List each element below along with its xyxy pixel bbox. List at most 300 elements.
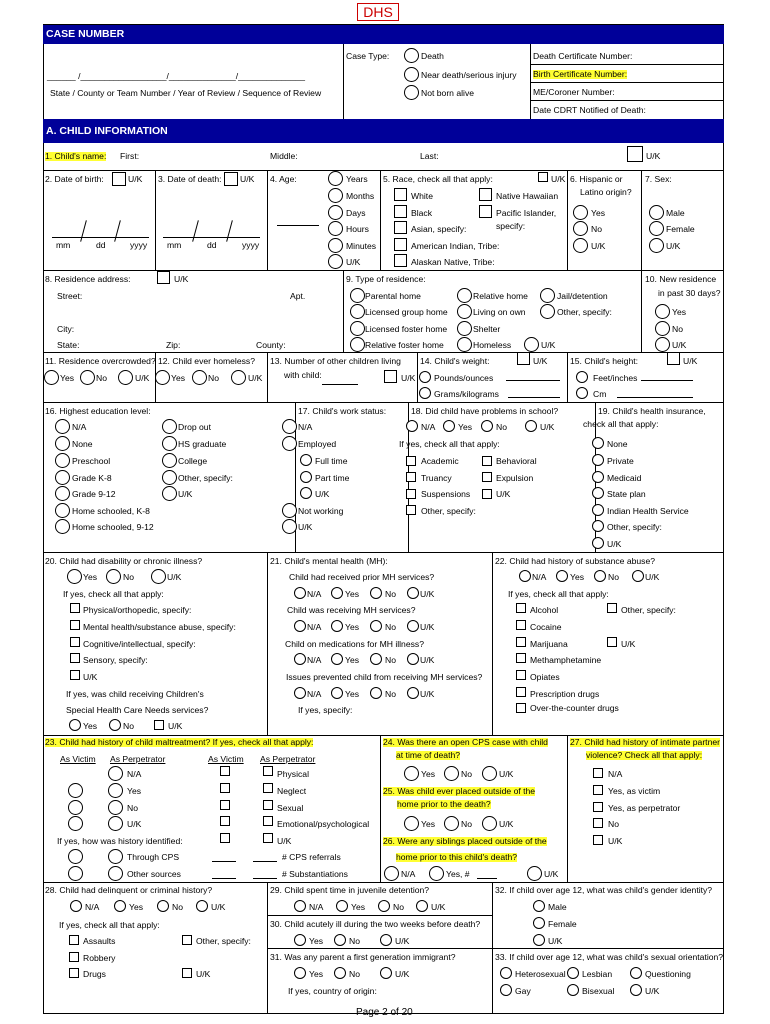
age-months-radio[interactable] [328, 188, 343, 203]
crim-yes-radio[interactable] [114, 900, 126, 912]
placed-no-radio[interactable] [444, 816, 459, 831]
name-uk-checkbox[interactable] [627, 146, 643, 162]
sub-yes-label: Yes [570, 572, 585, 582]
crim-no-radio[interactable] [157, 900, 169, 912]
sub-meth-checkbox[interactable] [516, 653, 526, 663]
gender-male-radio[interactable] [533, 900, 545, 912]
disability-yes-label: Yes [83, 572, 98, 582]
edu-dropout-label: Drop out [178, 422, 211, 432]
crim-other-checkbox[interactable] [182, 935, 192, 945]
height-feet-radio[interactable] [576, 371, 588, 383]
type-sexual-victim-checkbox[interactable] [220, 800, 230, 810]
ins-other-radio[interactable] [592, 520, 604, 532]
orient-hetero-label: Heterosexual [515, 969, 566, 979]
imm-uk-radio[interactable] [380, 967, 392, 979]
children-uk-label: U/K [401, 373, 416, 383]
new-res-no-radio[interactable] [655, 321, 670, 336]
ipv-victim-label: Yes, as victim [608, 786, 661, 796]
ins-medicaid-radio[interactable] [592, 471, 604, 483]
mh-meds-uk-radio[interactable] [407, 653, 419, 665]
new-res-yes-radio[interactable] [655, 304, 670, 319]
mh-issues-yes-radio[interactable] [331, 687, 343, 699]
edu-none-radio[interactable] [55, 436, 70, 451]
age-uk-label: U/K [346, 257, 361, 267]
q28-label: 28. Child had delinquent or criminal history? [45, 885, 213, 895]
cdrt-date-label: Date CDRT Notified of Death: [533, 105, 646, 115]
ipv-perp-checkbox[interactable] [593, 802, 603, 812]
mal-yes-victim-radio[interactable] [68, 783, 83, 798]
work-parttime-label: Part time [315, 473, 350, 483]
mh-recv-na-radio[interactable] [294, 620, 306, 632]
school-na-radio[interactable] [406, 420, 418, 432]
crim-uk-label: U/K [211, 902, 226, 912]
race-pacific-label: Pacific Islander, [496, 208, 557, 218]
res-parental-radio[interactable] [350, 288, 365, 303]
q27-label-b: violence? Check all that apply: [586, 750, 703, 760]
crim-uk-checkbox[interactable] [182, 968, 192, 978]
disability-uk-label: U/K [167, 572, 182, 582]
school-na-label: N/A [421, 422, 436, 432]
dis-mental-checkbox[interactable] [70, 620, 80, 630]
ill-no-radio[interactable] [334, 934, 346, 946]
age-uk-radio[interactable] [328, 254, 343, 269]
other-sources-label: Other sources [127, 869, 181, 879]
juv-uk-radio[interactable] [416, 900, 428, 912]
me-coroner-label: ME/Coroner Number: [533, 87, 615, 97]
crim-yes-label: Yes [129, 902, 144, 912]
mh-meds-na-radio[interactable] [294, 653, 306, 665]
case-type-label: Case Type: [346, 51, 390, 61]
race-hawaiian-checkbox[interactable] [479, 188, 492, 201]
q6-label: 6. Hispanic or [570, 174, 623, 184]
mal-na-perp-radio[interactable] [108, 766, 123, 781]
res-homeless-radio[interactable] [457, 337, 472, 352]
street-label: Street: [57, 291, 83, 301]
sex-female-radio[interactable] [649, 221, 664, 236]
dod-uk-label: U/K [240, 174, 255, 184]
disability-uk-radio[interactable] [151, 569, 166, 584]
mh-meds-no-radio[interactable] [370, 653, 382, 665]
race-pacific-checkbox[interactable] [479, 205, 492, 218]
school-yes-radio[interactable] [443, 420, 455, 432]
gender-uk-radio[interactable] [533, 934, 545, 946]
mh-prior-uk: U/K [420, 589, 435, 599]
weight-pounds-radio[interactable] [419, 371, 431, 383]
hispanic-uk-label: U/K [591, 241, 606, 251]
ipv-na-checkbox[interactable] [593, 768, 603, 778]
dis-cognitive-checkbox[interactable] [70, 637, 80, 647]
orient-questioning-label: Questioning [645, 969, 691, 979]
race-am-indian-checkbox[interactable] [394, 238, 407, 251]
mal-no-victim-radio[interactable] [68, 800, 83, 815]
case-type-near-death-label: Near death/serious injury [421, 70, 517, 80]
edu-other-radio[interactable] [162, 470, 177, 485]
children-uk-checkbox[interactable] [384, 370, 397, 383]
mal-na-label: N/A [127, 769, 142, 779]
hispanic-no-radio[interactable] [573, 221, 588, 236]
mh-issues-no-radio[interactable] [370, 687, 382, 699]
sex-uk-label: U/K [666, 241, 681, 251]
mh-issues-na: N/A [307, 689, 322, 699]
sub-opiates-checkbox[interactable] [516, 670, 526, 680]
special-label-b: Special Health Care Needs services? [66, 705, 209, 715]
sub-uk-radio[interactable] [632, 570, 644, 582]
cps-open-no-radio[interactable] [444, 766, 459, 781]
dob-yyyy: yyyy [130, 240, 148, 250]
sib-uk-radio[interactable] [527, 866, 542, 881]
mh-recv-no-radio[interactable] [370, 620, 382, 632]
sub-rx-checkbox[interactable] [516, 687, 526, 697]
mh-recv-uk-radio[interactable] [407, 620, 419, 632]
sib-yes-radio[interactable] [429, 866, 444, 881]
ins-private-radio[interactable] [592, 454, 604, 466]
cps-victim-radio[interactable] [68, 849, 83, 864]
school-no-radio[interactable] [481, 420, 493, 432]
res-lic-foster-radio[interactable] [350, 321, 365, 336]
juv-yes-radio[interactable] [336, 900, 348, 912]
overcrowded-uk-label: U/K [135, 373, 150, 383]
as-victim-1: As Victim [60, 754, 96, 764]
mh-recv-uk: U/K [420, 622, 435, 632]
height-uk-checkbox[interactable] [667, 352, 680, 365]
placed-yes-label: Yes [421, 819, 436, 829]
ins-medicaid-label: Medicaid [607, 473, 642, 483]
type-emotional-victim-checkbox[interactable] [220, 816, 230, 826]
ill-yes-radio[interactable] [294, 934, 306, 946]
orient-bisexual-label: Bisexual [582, 986, 615, 996]
overcrowded-uk-radio[interactable] [118, 370, 133, 385]
disability-no-radio[interactable] [106, 569, 121, 584]
edu-hs-k8-radio[interactable] [55, 503, 70, 518]
res-homeless-label: Homeless [473, 340, 512, 350]
edu-preschool-radio[interactable] [55, 453, 70, 468]
dis-sensory-checkbox[interactable] [70, 653, 80, 663]
type-sexual-perp-checkbox[interactable] [263, 800, 273, 810]
q25-label: 25. Was child ever placed outside of the [383, 786, 536, 796]
edu-college-label: College [178, 456, 208, 466]
res-relative-radio[interactable] [457, 288, 472, 303]
placed-uk-radio[interactable] [482, 816, 497, 831]
school-truancy-checkbox[interactable] [406, 472, 416, 482]
dod-dd: dd [207, 240, 217, 250]
gender-female-label: Female [548, 919, 577, 929]
hispanic-no-label: No [591, 224, 602, 234]
mal-no-perp-radio[interactable] [108, 800, 123, 815]
sex-uk-radio[interactable] [649, 238, 664, 253]
q26-label: 26. Were any siblings placed outside of the [383, 836, 547, 846]
hispanic-yes-label: Yes [591, 208, 606, 218]
res-other-radio[interactable] [540, 304, 555, 319]
school-suspensions-checkbox[interactable] [406, 489, 416, 499]
type-neglect-perp-checkbox[interactable] [263, 783, 273, 793]
school-behavioral-checkbox[interactable] [482, 456, 492, 466]
school-other-checkbox[interactable] [406, 505, 416, 515]
sub-marijuana-checkbox[interactable] [516, 637, 526, 647]
edu-dropout-radio[interactable] [162, 419, 177, 434]
q11-label: 11. Residence overcrowded? [45, 356, 156, 366]
juv-no-radio[interactable] [378, 900, 390, 912]
race-asian-label: Asian, specify: [411, 224, 467, 234]
school-behavioral-label: Behavioral [496, 456, 537, 466]
address-uk-checkbox[interactable] [157, 271, 170, 284]
race-alaskan-checkbox[interactable] [394, 254, 407, 267]
race-asian-checkbox[interactable] [394, 221, 407, 234]
dod-mm: mm [167, 240, 182, 250]
hispanic-yes-radio[interactable] [573, 205, 588, 220]
work-fulltime-radio[interactable] [300, 454, 312, 466]
school-truancy-label: Truancy [421, 473, 452, 483]
mh-meds-uk: U/K [420, 655, 435, 665]
ins-state-plan-radio[interactable] [592, 487, 604, 499]
work-na-label: N/A [298, 422, 313, 432]
q13-label-b: with child: [284, 370, 322, 380]
type-sexual-label: Sexual [277, 803, 304, 813]
sub-other-checkbox[interactable] [607, 603, 617, 613]
mh-prior-na-radio[interactable] [294, 587, 306, 599]
imm-yes-radio[interactable] [294, 967, 306, 979]
edu-gk8-label: Grade K-8 [72, 473, 112, 483]
q3-label: 3. Date of death: [158, 174, 222, 184]
res-uk-radio[interactable] [524, 337, 539, 352]
dis-physical-label: Physical/orthopedic, specify: [83, 605, 192, 615]
substantiations-label: # Substantiations [282, 869, 348, 879]
res-lic-group-label: Licensed group home [365, 307, 448, 317]
ins-other-label: Other, specify: [607, 522, 662, 532]
case-type-death-radio[interactable] [404, 48, 419, 63]
edu-hs-grad-radio[interactable] [162, 436, 177, 451]
crim-drugs-checkbox[interactable] [69, 968, 79, 978]
type-uk-perp-checkbox[interactable] [263, 833, 273, 843]
q5-label: 5. Race, check all that apply: [383, 174, 493, 184]
cps-open-uk-radio[interactable] [482, 766, 497, 781]
mh-issues-uk-radio[interactable] [407, 687, 419, 699]
ipv-uk-checkbox[interactable] [593, 835, 603, 845]
q24-label-b: at time of death? [396, 750, 461, 760]
res-lic-group-radio[interactable] [350, 304, 365, 319]
type-uk-victim-checkbox[interactable] [220, 833, 230, 843]
ipv-no-checkbox[interactable] [593, 818, 603, 828]
work-not-working-radio[interactable] [282, 503, 297, 518]
juv-na-radio[interactable] [294, 900, 306, 912]
state-label: State: [57, 340, 80, 350]
sub-alcohol-checkbox[interactable] [516, 603, 526, 613]
overcrowded-yes-radio[interactable] [44, 370, 59, 385]
mal-uk-victim-radio[interactable] [68, 816, 83, 831]
new-res-yes-label: Yes [672, 307, 687, 317]
orient-gay-label: Gay [515, 986, 531, 996]
case-type-not-born-radio[interactable] [404, 85, 419, 100]
school-uk-checkbox[interactable] [482, 489, 492, 499]
edu-gk8-radio[interactable] [55, 470, 70, 485]
sub-otc-label: Over-the-counter drugs [530, 703, 619, 713]
edu-g912-radio[interactable] [55, 486, 70, 501]
q27-label: 27. Child had history of intimate partner [570, 737, 720, 747]
work-na-radio[interactable] [282, 419, 297, 434]
through-cps-label: Through CPS [127, 852, 180, 862]
mh-recv-yes-radio[interactable] [331, 620, 343, 632]
mal-uk-label: U/K [127, 819, 142, 829]
sub-yes-radio[interactable] [556, 570, 568, 582]
age-years-radio[interactable] [328, 171, 343, 186]
orient-questioning-radio[interactable] [630, 967, 642, 979]
mh-prior-no-radio[interactable] [370, 587, 382, 599]
mh-meds-yes-radio[interactable] [331, 653, 343, 665]
weight-uk-checkbox[interactable] [517, 352, 530, 365]
mh-prior-na: N/A [307, 589, 322, 599]
weight-grams-radio[interactable] [419, 387, 431, 399]
crim-uk-radio[interactable] [196, 900, 208, 912]
mal-yes-perp-radio[interactable] [108, 783, 123, 798]
sub-na-radio[interactable] [519, 570, 531, 582]
imm-uk-label: U/K [395, 969, 410, 979]
mal-uk-perp-radio[interactable] [108, 816, 123, 831]
other-src-victim-radio[interactable] [68, 866, 83, 881]
crim-robbery-checkbox[interactable] [69, 952, 79, 962]
orient-hetero-radio[interactable] [500, 967, 512, 979]
school-uk-radio[interactable] [525, 420, 537, 432]
school-other-label: Other, specify: [421, 506, 476, 516]
case-type-near-death-radio[interactable] [404, 67, 419, 82]
zip-label: Zip: [166, 340, 181, 350]
sib-na-radio[interactable] [384, 866, 399, 881]
mh-issues-na-radio[interactable] [294, 687, 306, 699]
age-hours-radio[interactable] [328, 221, 343, 236]
address-uk-label: U/K [174, 274, 189, 284]
orient-lesbian-radio[interactable] [567, 967, 579, 979]
age-minutes-radio[interactable] [328, 238, 343, 253]
case-type-death-label: Death [421, 51, 444, 61]
ipv-victim-checkbox[interactable] [593, 785, 603, 795]
crim-uk-check-label: U/K [196, 969, 211, 979]
sub-cocaine-label: Cocaine [530, 622, 562, 632]
school-academic-checkbox[interactable] [406, 456, 416, 466]
dis-sensory-label: Sensory, specify: [83, 655, 148, 665]
overcrowded-yes-label: Yes [60, 373, 75, 383]
homeless-uk-radio[interactable] [231, 370, 246, 385]
work-uk2-radio[interactable] [282, 519, 297, 534]
gender-female-radio[interactable] [533, 917, 545, 929]
dis-uk-checkbox[interactable] [70, 670, 80, 680]
q15-label: 15. Child's height: [570, 356, 639, 366]
sex-male-radio[interactable] [649, 205, 664, 220]
cps-perp-radio[interactable] [108, 849, 123, 864]
mh-prior-uk-radio[interactable] [407, 587, 419, 599]
homeless-no-radio[interactable] [192, 370, 207, 385]
hispanic-uk-radio[interactable] [573, 238, 588, 253]
type-emotional-perp-checkbox[interactable] [263, 816, 273, 826]
ill-uk-radio[interactable] [380, 934, 392, 946]
disability-yes-radio[interactable] [67, 569, 82, 584]
ins-none-radio[interactable] [592, 437, 604, 449]
res-relative-label: Relative home [473, 291, 528, 301]
weight-uk-label: U/K [533, 356, 548, 366]
case-number-caption: State / County or Team Number / Year of Review / Sequence of Review [50, 88, 322, 98]
orient-bisexual-radio[interactable] [567, 984, 579, 996]
overcrowded-no-radio[interactable] [80, 370, 95, 385]
work-parttime-radio[interactable] [300, 471, 312, 483]
height-cm-radio[interactable] [576, 387, 588, 399]
sub-no-radio[interactable] [594, 570, 606, 582]
crim-na-radio[interactable] [70, 900, 82, 912]
other-src-perp-radio[interactable] [108, 866, 123, 881]
edu-na-radio[interactable] [55, 419, 70, 434]
res-lic-foster-label: Licensed foster home [365, 324, 448, 334]
special-yes-radio[interactable] [69, 719, 81, 731]
res-jail-radio[interactable] [540, 288, 555, 303]
res-rel-foster-radio[interactable] [350, 337, 365, 352]
ins-uk-radio[interactable] [592, 537, 604, 549]
work-not-working-label: Not working [298, 506, 344, 516]
age-days-radio[interactable] [328, 205, 343, 220]
age-hours-label: Hours [346, 224, 369, 234]
apt-label: Apt. [290, 291, 306, 301]
res-other-label: Other, specify: [557, 307, 612, 317]
cps-open-yes-radio[interactable] [404, 766, 419, 781]
sub-no-label: No [608, 572, 619, 582]
homeless-yes-radio[interactable] [155, 370, 170, 385]
race-white-checkbox[interactable] [394, 188, 407, 201]
orient-uk-radio[interactable] [630, 984, 642, 996]
work-uk-radio[interactable] [300, 487, 312, 499]
placed-yes-radio[interactable] [404, 816, 419, 831]
sub-cocaine-checkbox[interactable] [516, 620, 526, 630]
res-living-own-radio[interactable] [457, 304, 472, 319]
special-no-radio[interactable] [109, 719, 121, 731]
edu-college-radio[interactable] [162, 453, 177, 468]
sub-otc-checkbox[interactable] [516, 703, 526, 713]
dis-physical-checkbox[interactable] [70, 603, 80, 613]
type-physical-victim-checkbox[interactable] [220, 766, 230, 776]
q14-label: 14. Child's weight: [420, 356, 490, 366]
sub-uk-checkbox[interactable] [607, 637, 617, 647]
juv-na-label: N/A [309, 902, 324, 912]
crim-assaults-checkbox[interactable] [69, 935, 79, 945]
type-neglect-victim-checkbox[interactable] [220, 783, 230, 793]
race-uk-label: U/K [551, 174, 566, 184]
imm-yes-label: Yes [309, 969, 324, 979]
q21-label: 21. Child's mental health (MH): [270, 556, 388, 566]
edu-hs-912-radio[interactable] [55, 519, 70, 534]
section-a-header: A. CHILD INFORMATION [43, 119, 724, 143]
type-physical-perp-checkbox[interactable] [263, 766, 273, 776]
juv-no-label: No [393, 902, 404, 912]
cps-open-yes-label: Yes [421, 769, 436, 779]
school-expulsion-checkbox[interactable] [482, 472, 492, 482]
race-black-checkbox[interactable] [394, 205, 407, 218]
mh-prior-yes-radio[interactable] [331, 587, 343, 599]
orient-gay-radio[interactable] [500, 984, 512, 996]
ins-ihs-radio[interactable] [592, 504, 604, 516]
work-uk2-label: U/K [298, 522, 313, 532]
new-res-uk-radio[interactable] [655, 337, 670, 352]
placed-uk-label: U/K [499, 819, 514, 829]
dob-uk-checkbox[interactable] [112, 172, 126, 186]
q26-label-b: home prior to this child's death? [396, 852, 518, 862]
race-hawaiian-label: Native Hawaiian [496, 191, 559, 201]
race-uk-checkbox[interactable] [538, 172, 548, 182]
sex-female-label: Female [666, 224, 695, 234]
q1-label: 1. Child's name: [45, 151, 107, 161]
res-shelter-radio[interactable] [457, 321, 472, 336]
dod-uk-checkbox[interactable] [224, 172, 238, 186]
edu-uk-radio[interactable] [162, 486, 177, 501]
sub-uk-label: U/K [645, 572, 660, 582]
work-employed-radio[interactable] [282, 436, 297, 451]
special-uk-checkbox[interactable] [154, 720, 164, 730]
imm-no-radio[interactable] [334, 967, 346, 979]
case-number-format: ______ /__________________/______________/______________ [47, 71, 306, 81]
work-uk-label: U/K [315, 489, 330, 499]
